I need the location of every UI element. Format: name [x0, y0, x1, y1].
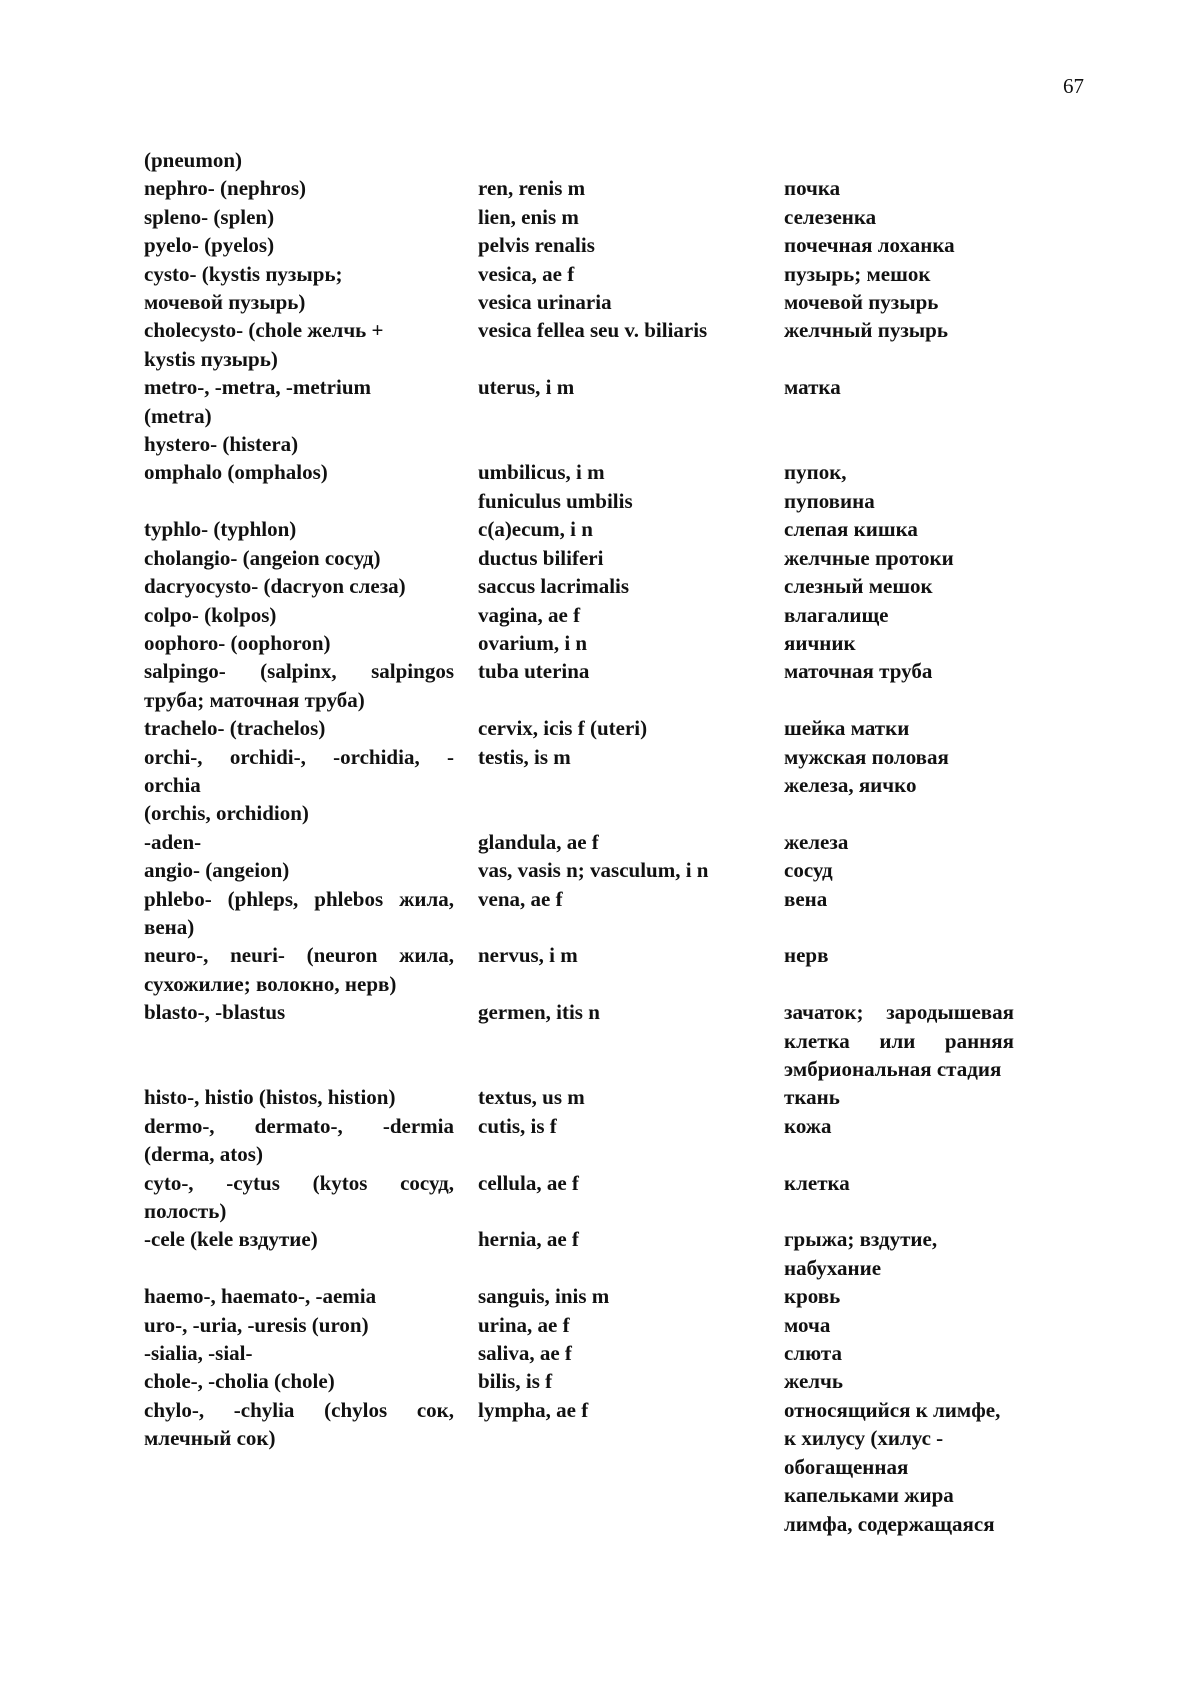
latin-term-cell — [478, 231, 778, 259]
latin-term-cell — [478, 941, 778, 969]
blank-line — [144, 1055, 454, 1083]
table-row — [144, 1367, 1024, 1395]
russian-translation-cell — [784, 572, 1014, 600]
cell-line: omphalo (omphalos) — [144, 460, 328, 485]
cell-line: vesica, ae f — [478, 261, 575, 286]
cell-line: пупок, — [784, 460, 847, 485]
latin-term-cell — [478, 1169, 778, 1197]
cell-line: к хилусу (хилус - — [784, 1426, 944, 1451]
russian-translation-cell — [784, 714, 1014, 742]
term-prefix-cell — [144, 231, 454, 259]
cell-line: почка — [784, 176, 841, 201]
russian-translation-cell — [784, 373, 1014, 401]
russian-translation-cell — [784, 288, 1014, 316]
table-row — [144, 885, 1024, 942]
term-prefix-cell — [144, 1339, 454, 1367]
latin-term-cell — [478, 1367, 778, 1395]
table-row — [144, 743, 1024, 828]
term-prefix-cell — [144, 572, 454, 600]
page-number: 67 — [1063, 74, 1084, 98]
cell-line: влагалище — [784, 602, 889, 627]
cell-line: textus, us m — [478, 1085, 585, 1110]
russian-translation-cell — [784, 1112, 1014, 1140]
table-row — [144, 601, 1024, 629]
terminology-table — [144, 146, 1024, 1538]
cell-line: слепая кишка — [784, 517, 918, 542]
cell-line: metro-, -metra, -metrium — [144, 375, 371, 400]
cell-line: -aden- — [144, 829, 202, 854]
term-prefix-cell — [144, 714, 454, 742]
blank-line — [144, 1027, 454, 1055]
term-prefix-cell — [144, 1367, 454, 1395]
cell-line: клетка или ранняя — [784, 1028, 1014, 1053]
latin-term-cell — [478, 572, 778, 600]
term-prefix-cell — [144, 601, 454, 629]
cell-line: phlebo- (phleps, phlebos жила, — [144, 886, 454, 911]
russian-translation-cell — [784, 743, 1014, 800]
cell-line: pelvis renalis — [478, 233, 595, 258]
russian-translation-cell — [784, 657, 1014, 685]
cell-line: зачаток; зародышевая — [784, 1000, 1014, 1025]
cell-line: (orchis, orchidion) — [144, 801, 309, 826]
term-prefix-cell — [144, 1083, 454, 1111]
cell-line: желчный пузырь — [784, 318, 948, 343]
table-row — [144, 203, 1024, 231]
latin-term-cell — [478, 601, 778, 629]
cell-line: chole-, -cholia (chole) — [144, 1369, 335, 1394]
cell-line: капельками жира — [784, 1483, 954, 1508]
cell-line: -sialia, -sial- — [144, 1341, 253, 1366]
cell-line: c(a)ecum, i n — [478, 517, 593, 542]
cell-line: histo-, histio (histos, histion) — [144, 1085, 396, 1110]
cell-line: bilis, is f — [478, 1369, 553, 1394]
table-row — [144, 1225, 1024, 1282]
russian-translation-cell — [784, 601, 1014, 629]
latin-term-cell — [478, 1112, 778, 1140]
cell-line: мочевой пузырь — [784, 290, 939, 315]
table-row — [144, 714, 1024, 742]
cell-line: (derma, atos) — [144, 1142, 263, 1167]
cell-line: saliva, ae f — [478, 1341, 572, 1366]
cell-line: эмбриональная стадия — [784, 1057, 1002, 1081]
cell-line: набухание — [784, 1255, 882, 1280]
term-prefix-cell — [144, 1282, 454, 1310]
cell-line: желчные протоки — [784, 545, 954, 570]
table-row — [144, 430, 1024, 458]
cell-line: шейка матки — [784, 716, 910, 741]
table-row — [144, 174, 1024, 202]
cell-line: слезный мешок — [784, 574, 933, 599]
table-row — [144, 231, 1024, 259]
term-prefix-cell — [144, 458, 454, 486]
cell-line: cholangio- (angeion сосуд) — [144, 545, 381, 570]
table-row — [144, 146, 1024, 174]
cell-line: мочевой пузырь) — [144, 290, 306, 315]
cell-line: saccus lacrimalis — [478, 574, 630, 599]
cell-line: neuro-, neuri- (neuron жила, — [144, 943, 454, 968]
cell-line: haemo-, haemato-, -aemia — [144, 1284, 377, 1309]
cell-line: kystis пузырь) — [144, 346, 278, 371]
russian-translation-cell — [784, 1339, 1014, 1367]
term-prefix-cell — [144, 515, 454, 543]
table-row — [144, 998, 1024, 1083]
cell-line: dermo-, dermato-, -dermia — [144, 1113, 454, 1138]
term-prefix-cell — [144, 657, 454, 714]
cell-line: вена — [784, 886, 828, 911]
cell-line: blasto-, -blastus — [144, 1000, 286, 1025]
latin-term-cell — [478, 288, 778, 316]
table-row — [144, 828, 1024, 856]
cell-line: сухожилие; волокно, нерв) — [144, 971, 397, 996]
table-row — [144, 260, 1024, 288]
cell-line: nervus, i m — [478, 943, 578, 968]
term-prefix-cell — [144, 373, 454, 430]
cell-line: angio- (angeion) — [144, 858, 290, 883]
latin-term-cell — [478, 1225, 778, 1253]
russian-translation-cell — [784, 1225, 1014, 1282]
cell-line: желчь — [784, 1369, 844, 1394]
cell-line: vesica fellea seu v. biliaris — [478, 318, 708, 343]
cell-line: sanguis, inis m — [478, 1284, 610, 1309]
cell-line: oophoro- (oophoron) — [144, 630, 331, 655]
cell-line: typhlo- (typhlon) — [144, 517, 297, 542]
cell-line: селезенка — [784, 204, 877, 229]
cell-line: chylo-, -chylia (chylos сок, — [144, 1397, 454, 1422]
table-row — [144, 572, 1024, 600]
cell-line: urina, ae f — [478, 1312, 570, 1337]
latin-term-cell — [478, 316, 778, 344]
cell-line: пузырь; мешок — [784, 261, 931, 286]
term-prefix-cell — [144, 1112, 454, 1169]
term-prefix-cell — [144, 146, 454, 174]
russian-translation-cell — [784, 1083, 1014, 1111]
latin-term-cell — [478, 885, 778, 913]
cell-line: colpo- (kolpos) — [144, 602, 277, 627]
cell-line: (pneumon) — [144, 148, 243, 172]
cell-line: trachelo- (trachelos) — [144, 716, 326, 741]
cell-line: маточная труба — [784, 659, 933, 684]
cell-line: cervix, icis f (uteri) — [478, 716, 648, 741]
cell-line: яичник — [784, 630, 856, 655]
cell-line: нерв — [784, 943, 829, 968]
cell-line: слюта — [784, 1341, 842, 1366]
cell-line: труба; маточная труба) — [144, 687, 365, 712]
latin-term-cell — [478, 203, 778, 231]
cell-line: pyelo- (pyelos) — [144, 233, 275, 258]
term-prefix-cell — [144, 828, 454, 856]
term-prefix-cell — [144, 998, 454, 1083]
cell-line: lien, enis m — [478, 204, 579, 229]
cell-line: сосуд — [784, 858, 833, 883]
term-prefix-cell — [144, 260, 454, 288]
cell-line: обогащенная — [784, 1454, 909, 1479]
cell-line: cutis, is f — [478, 1113, 557, 1138]
table-row — [144, 544, 1024, 572]
cell-line: umbilicus, i m — [478, 460, 605, 485]
cell-line: cholecysto- (chole желчь + — [144, 318, 384, 343]
cell-line: nephro- (nephros) — [144, 176, 307, 201]
latin-term-cell — [478, 515, 778, 543]
russian-translation-cell — [784, 1311, 1014, 1339]
term-prefix-cell — [144, 430, 454, 458]
cell-line: vagina, ae f — [478, 602, 581, 627]
term-prefix-cell — [144, 1169, 454, 1226]
table-row — [144, 1083, 1024, 1111]
cell-line: моча — [784, 1312, 831, 1337]
cell-line: грыжа; вздутие, — [784, 1227, 938, 1252]
table-row — [144, 316, 1024, 373]
russian-translation-cell — [784, 828, 1014, 856]
term-prefix-cell — [144, 544, 454, 572]
russian-translation-cell — [784, 316, 1014, 344]
cell-line: железа — [784, 829, 849, 854]
term-prefix-cell — [144, 203, 454, 231]
cell-line: ren, renis m — [478, 176, 586, 201]
latin-term-cell — [478, 260, 778, 288]
russian-translation-cell — [784, 1396, 1014, 1538]
cell-line: вена) — [144, 914, 195, 939]
russian-translation-cell — [784, 1367, 1014, 1395]
cell-line: orchia — [144, 772, 201, 797]
table-row — [144, 1339, 1024, 1367]
cell-line: spleno- (splen) — [144, 204, 275, 229]
russian-translation-cell — [784, 515, 1014, 543]
table-row — [144, 1112, 1024, 1169]
cell-line: cellula, ae f — [478, 1170, 579, 1195]
cell-line: salpingo- (salpinx, salpingos — [144, 659, 454, 684]
cell-line: cysto- (kystis пузырь; — [144, 261, 343, 286]
russian-translation-cell — [784, 1282, 1014, 1310]
table-row — [144, 629, 1024, 657]
latin-term-cell — [478, 1282, 778, 1310]
latin-term-cell — [478, 828, 778, 856]
cell-line: funiculus umbilis — [478, 488, 633, 513]
latin-term-cell — [478, 1339, 778, 1367]
term-prefix-cell — [144, 174, 454, 202]
cell-line: матка — [784, 375, 841, 400]
cell-line: orchi-, orchidi-, -orchidia, - — [144, 744, 454, 769]
latin-term-cell — [478, 458, 778, 515]
russian-translation-cell — [784, 856, 1014, 884]
term-prefix-cell — [144, 885, 454, 942]
term-prefix-cell — [144, 288, 454, 316]
latin-term-cell — [478, 743, 778, 771]
cell-line: uro-, -uria, -uresis (uron) — [144, 1312, 369, 1337]
table-row — [144, 856, 1024, 884]
term-prefix-cell — [144, 1396, 454, 1453]
cell-line: -cele (kele вздутие) — [144, 1227, 318, 1252]
cell-line: vas, vasis n; vasculum, i n — [478, 858, 709, 883]
cell-line: почечная лоханка — [784, 233, 955, 258]
russian-translation-cell — [784, 629, 1014, 657]
table-row — [144, 458, 1024, 515]
table-row — [144, 1282, 1024, 1310]
cell-line: dacryocysto- (dacryon слеза) — [144, 574, 406, 599]
cell-line: пуповина — [784, 488, 875, 513]
term-prefix-cell — [144, 316, 454, 373]
table-row — [144, 288, 1024, 316]
cell-line: glandula, ae f — [478, 829, 599, 854]
latin-term-cell — [478, 998, 778, 1026]
latin-term-cell — [478, 1311, 778, 1339]
cell-line: uterus, i m — [478, 375, 575, 400]
russian-translation-cell — [784, 544, 1014, 572]
table-row — [144, 657, 1024, 714]
cell-line: ductus biliferi — [478, 545, 604, 570]
cell-line: мужская половая — [784, 744, 949, 769]
latin-term-cell — [478, 1396, 778, 1424]
term-prefix-cell — [144, 941, 454, 998]
cell-line: cyto-, -cytus (kytos сосуд, — [144, 1170, 454, 1195]
term-prefix-cell — [144, 629, 454, 657]
table-row — [144, 1396, 1024, 1538]
table-row — [144, 1311, 1024, 1339]
cell-line: млечный сок) — [144, 1426, 276, 1451]
latin-term-cell — [478, 544, 778, 572]
cell-line: ткань — [784, 1085, 840, 1110]
cell-line: hystero- (histera) — [144, 432, 299, 457]
cell-line: (metra) — [144, 403, 212, 428]
russian-translation-cell — [784, 998, 1014, 1083]
russian-translation-cell — [784, 231, 1014, 259]
cell-line: tuba uterina — [478, 659, 590, 684]
table-row — [144, 373, 1024, 430]
cell-line: vena, ae f — [478, 886, 563, 911]
table-row — [144, 941, 1024, 998]
cell-line: кровь — [784, 1284, 841, 1309]
latin-term-cell — [478, 856, 778, 884]
russian-translation-cell — [784, 941, 1014, 969]
latin-term-cell — [478, 657, 778, 685]
latin-term-cell — [478, 373, 778, 401]
latin-term-cell — [478, 1083, 778, 1111]
cell-line: germen, itis n — [478, 1000, 600, 1025]
russian-translation-cell — [784, 458, 1014, 515]
russian-translation-cell — [784, 885, 1014, 913]
table-row — [144, 1169, 1024, 1226]
cell-line: железа, яичко — [784, 772, 917, 797]
latin-term-cell — [478, 629, 778, 657]
cell-line: полость) — [144, 1199, 227, 1224]
russian-translation-cell — [784, 203, 1014, 231]
cell-line: testis, is m — [478, 744, 571, 769]
cell-line: hernia, ae f — [478, 1227, 579, 1252]
latin-term-cell — [478, 174, 778, 202]
term-prefix-cell — [144, 743, 454, 828]
cell-line: клетка — [784, 1170, 850, 1195]
russian-translation-cell — [784, 174, 1014, 202]
cell-line: кожа — [784, 1113, 832, 1138]
cell-line: vesica urinaria — [478, 290, 612, 315]
cell-line: ovarium, i n — [478, 630, 588, 655]
term-prefix-cell — [144, 856, 454, 884]
cell-line: относящийся к лимфе, — [784, 1397, 1001, 1422]
russian-translation-cell — [784, 1169, 1014, 1197]
term-prefix-cell — [144, 1225, 454, 1253]
russian-translation-cell — [784, 260, 1014, 288]
cell-line: лимфа, содержащаяся — [784, 1511, 995, 1536]
cell-line: lympha, ae f — [478, 1397, 589, 1422]
table-row — [144, 515, 1024, 543]
latin-term-cell — [478, 714, 778, 742]
term-prefix-cell — [144, 1311, 454, 1339]
